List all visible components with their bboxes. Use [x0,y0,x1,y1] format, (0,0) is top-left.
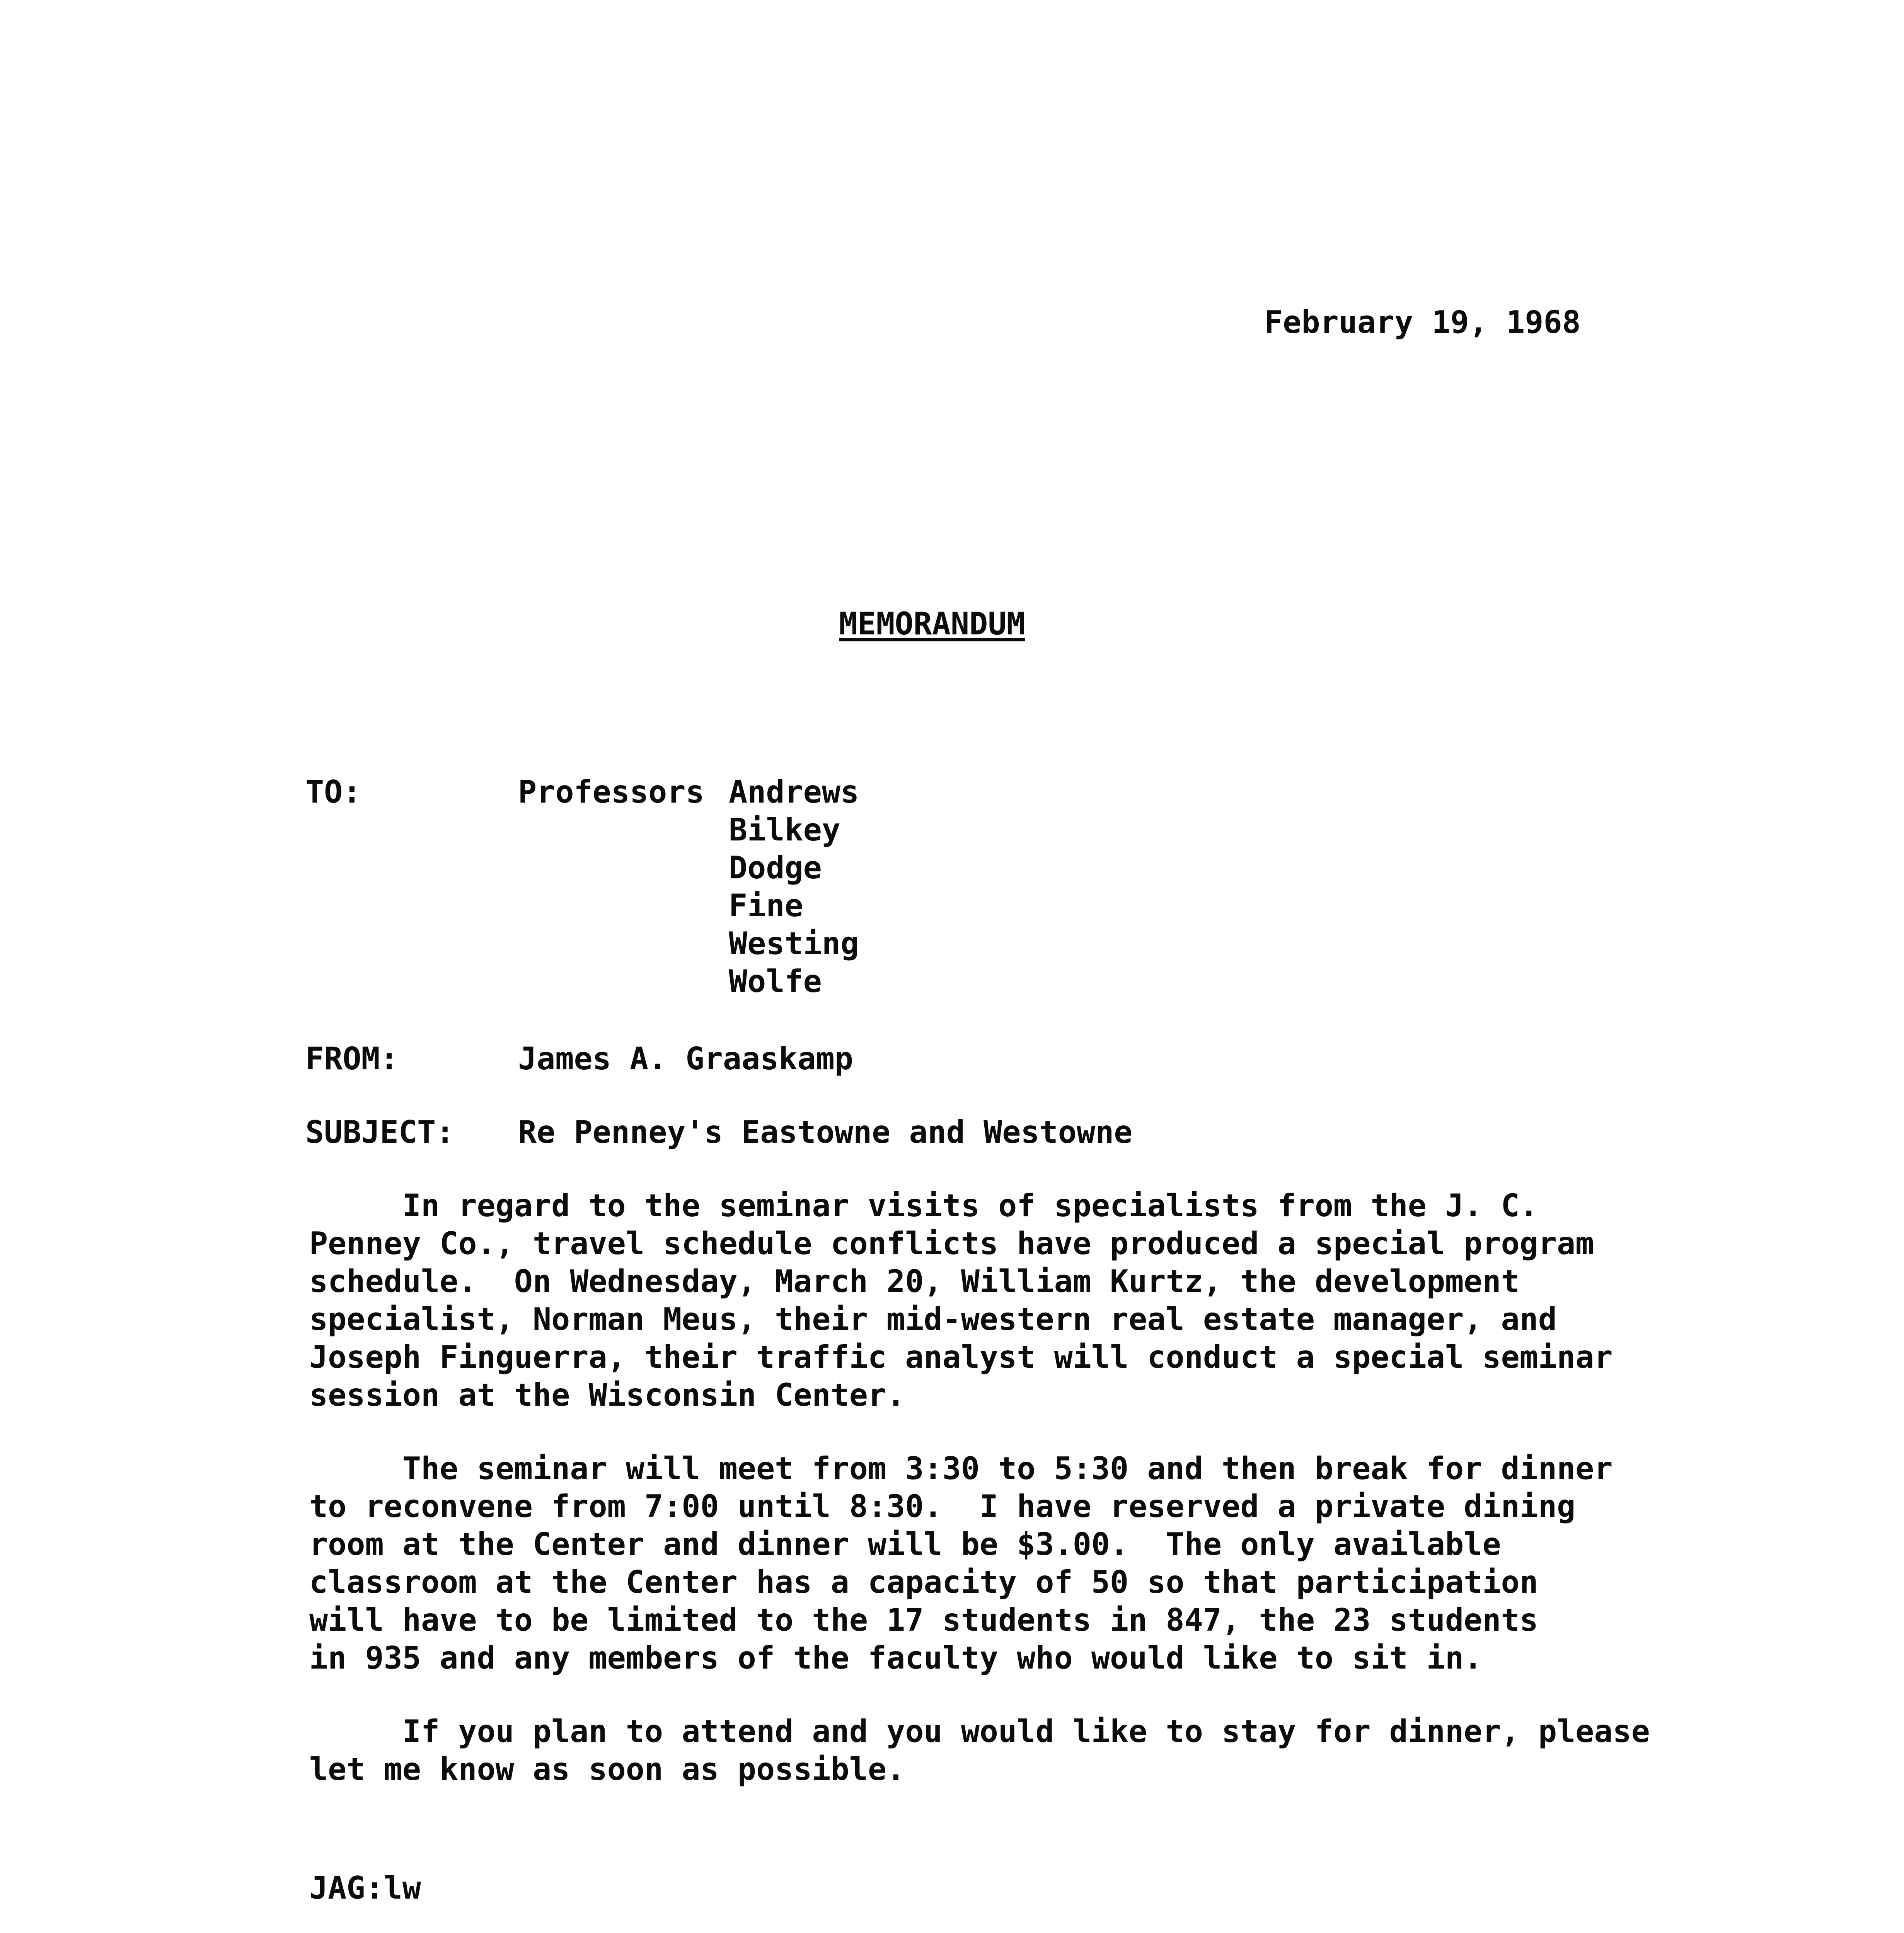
recipient-westing: Westing [729,926,859,961]
reference-initials: JAG:lw [309,1870,421,1906]
memo-title: MEMORANDUM [839,606,1025,642]
recipient-dodge: Dodge [729,850,822,886]
from-value: James A. Graaskamp [518,1041,853,1077]
subject-value: Re Penney's Eastowne and Westowne [518,1114,1133,1150]
recipient-wolfe: Wolfe [729,963,822,999]
body-paragraph-1: In regard to the seminar visits of specialists from the J. C. Penney Co., travel schedule conflicts have produced a special program schedule. On Wednesday, March 20, William Kurtz, the development specialist, Norman Meus, their mid-western real estate manager, and Joseph Finguerra, their traffic analyst will conduct a special seminar session at the Wisconsin Center. [309,1188,1613,1413]
recipient-andrews: Andrews [729,774,859,810]
recipient-list [729,773,859,1001]
from-label: FROM: [305,1041,399,1077]
recipient-fine: Fine [729,888,803,924]
to-prefix: Professors [518,774,704,810]
to-label: TO: [305,774,361,810]
body-paragraph-2: The seminar will meet from 3:30 to 5:30 and then break for dinner to reconvene from 7:00 until 8:30. I have reserved a private dining room at the Center and dinner will be $3.00. The only available classroom at the Center has a capacity of 50 so that participation will have to be limited to the 17 students in 847, the 23 students in 935 and any members of the faculty who would like to sit in. [309,1451,1613,1676]
memo-date: February 19, 1968 [1264,304,1581,340]
subject-label: SUBJECT: [305,1114,455,1150]
recipient-bilkey: Bilkey [729,812,840,848]
body-paragraph-3: If you plan to attend and you would like to stay for dinner, please let me know as soon as possible. [309,1713,1650,1787]
